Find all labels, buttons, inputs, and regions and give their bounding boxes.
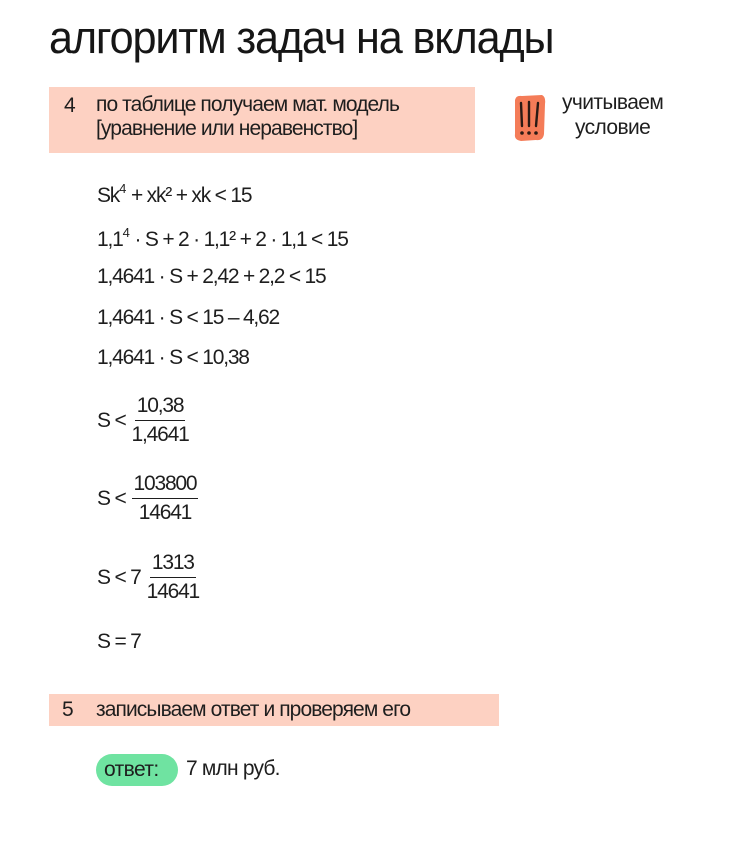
page-title: алгоритм задач на вклады [49,12,554,63]
step-number: 4 [64,94,76,117]
fraction [132,472,199,525]
note-text [562,90,663,140]
numerator: 10,38 [135,394,186,421]
step-4-box [49,87,475,153]
eq-part: Sk [97,184,120,207]
denominator: 1,4641 [131,423,189,446]
denominator: 14641 [146,580,200,603]
step-4-text [96,93,399,141]
result-line: S = 7 [97,630,141,653]
eq-part: 1,1 [97,228,123,251]
answer-label-badge [96,754,178,786]
equation-line-5: 1,4641 · S < 10,38 [97,346,249,369]
fraction-lhs: S < [97,408,126,432]
fraction-lhs: S < [97,486,126,510]
fraction-line-3 [97,551,199,604]
step-number: 5 [62,698,74,721]
note-line-2: условие [574,116,651,139]
answer-value: 7 млн руб. [186,757,280,780]
eq-part: · S + 2 · 1,1² + 2 · 1,1 < 15 [129,228,348,251]
equation-line-3: 1,4641 · S + 2,42 + 2,2 < 15 [97,265,326,288]
numerator: 1313 [150,551,196,578]
step-5-text: записываем ответ и проверяем его [96,698,411,721]
fraction-lhs: S < 7 [97,565,141,589]
fraction-line-2 [97,472,198,525]
fraction-line-1 [97,394,189,447]
answer-label: ответ: [104,758,159,781]
equation-line-2 [97,225,348,252]
step-5-box [49,694,499,726]
triple-exclamation-icon [512,94,546,142]
step-4-line-2: [уравнение или неравенство] [96,117,358,140]
denominator: 14641 [138,501,192,524]
step-4-line-1: по таблице получаем мат. модель [96,93,400,116]
fraction [132,394,189,447]
equation-line-4: 1,4641 · S < 15 – 4,62 [97,306,280,329]
numerator: 103800 [132,472,199,499]
note-line-1: учитываем [562,91,664,114]
eq-sup: 4 [122,225,130,240]
eq-part: + xk² + xk < 15 [126,184,252,207]
eq-sup: 4 [119,181,127,196]
equation-line-1 [97,181,251,208]
fraction [147,551,199,604]
